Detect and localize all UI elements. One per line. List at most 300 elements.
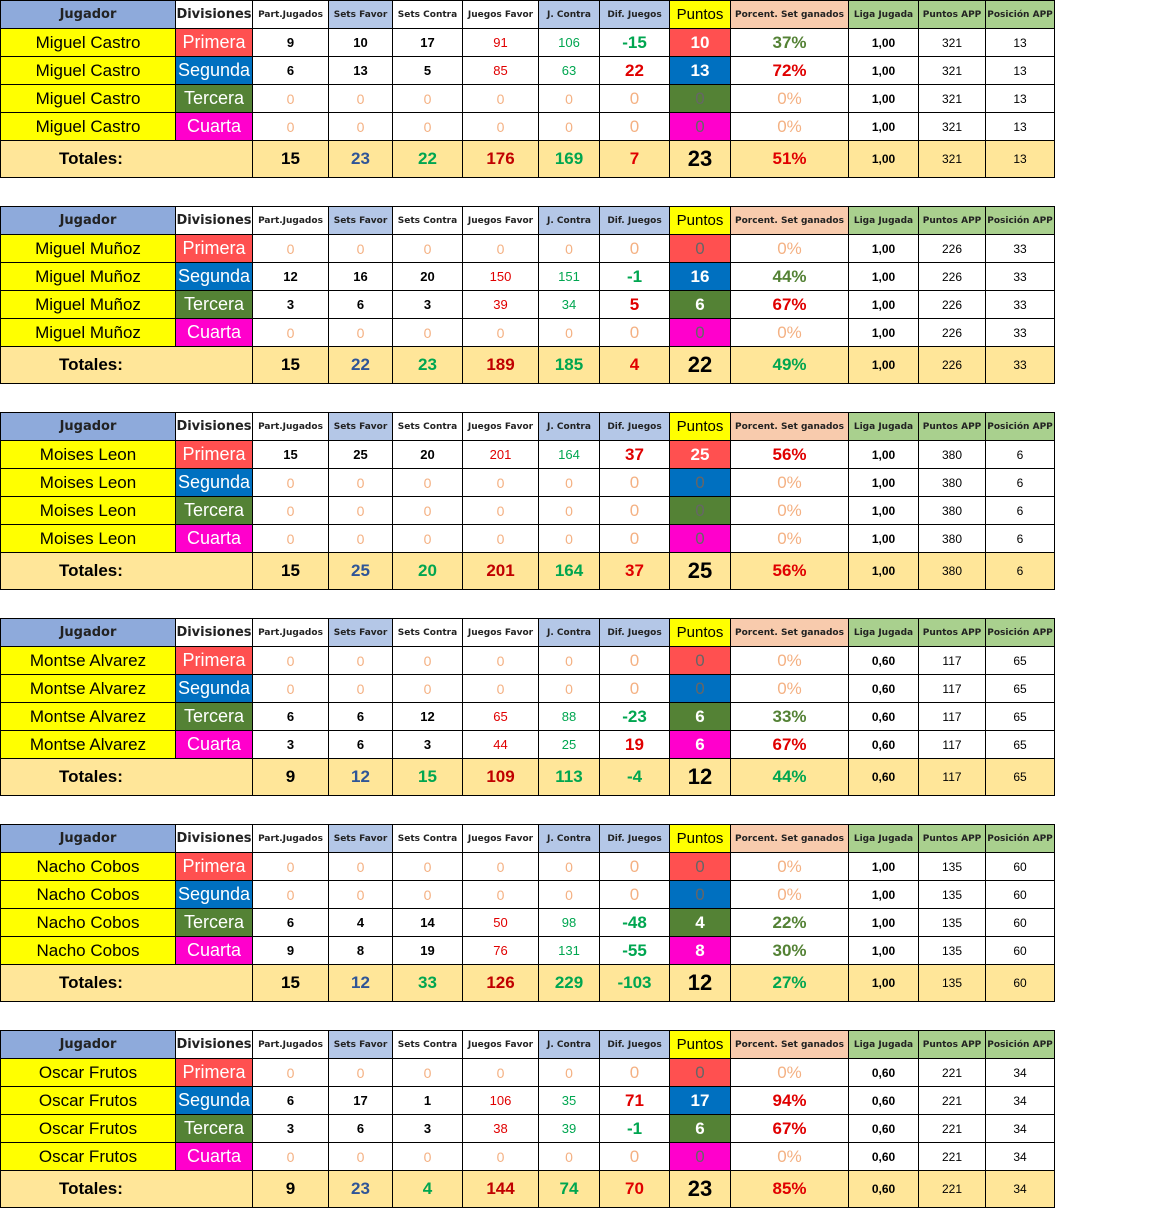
cell-part-jugados[interactable]: 3 — [253, 731, 329, 759]
cell-part-jugados[interactable]: 0 — [253, 881, 329, 909]
cell-posicion-app[interactable]: 6 — [986, 525, 1055, 553]
cell-division[interactable]: Cuarta — [176, 113, 253, 141]
total-liga-jugada[interactable]: 0,60 — [849, 759, 919, 796]
total-juegos-favor[interactable]: 126 — [463, 965, 539, 1002]
cell-puntos-app[interactable]: 321 — [919, 29, 986, 57]
cell-j-contra[interactable]: 164 — [539, 441, 600, 469]
cell-jugador[interactable]: Moises Leon — [1, 525, 176, 553]
cell-dif-juegos[interactable]: 0 — [600, 647, 670, 675]
cell-sets-contra[interactable]: 5 — [393, 57, 463, 85]
total-porcent[interactable]: 49% — [731, 347, 849, 384]
cell-j-contra[interactable]: 0 — [539, 85, 600, 113]
cell-porcent[interactable]: 56% — [731, 441, 849, 469]
cell-porcent[interactable]: 0% — [731, 497, 849, 525]
cell-sets-favor[interactable]: 6 — [329, 291, 393, 319]
cell-puntos-app[interactable]: 226 — [919, 319, 986, 347]
cell-division[interactable]: Tercera — [176, 1115, 253, 1143]
total-puntos[interactable]: 23 — [670, 141, 731, 178]
cell-sets-favor[interactable]: 6 — [329, 703, 393, 731]
total-liga-jugada[interactable]: 0,60 — [849, 1171, 919, 1208]
cell-porcent[interactable]: 0% — [731, 647, 849, 675]
total-juegos-favor[interactable]: 201 — [463, 553, 539, 590]
cell-sets-favor[interactable]: 0 — [329, 469, 393, 497]
cell-sets-favor[interactable]: 25 — [329, 441, 393, 469]
total-liga-jugada[interactable]: 1,00 — [849, 347, 919, 384]
cell-dif-juegos[interactable]: -55 — [600, 937, 670, 965]
cell-liga-jugada[interactable]: 1,00 — [849, 441, 919, 469]
cell-sets-contra[interactable]: 20 — [393, 441, 463, 469]
cell-sets-favor[interactable]: 4 — [329, 909, 393, 937]
cell-juegos-favor[interactable]: 0 — [463, 319, 539, 347]
cell-puntos[interactable]: 0 — [670, 1059, 731, 1087]
cell-sets-favor[interactable]: 10 — [329, 29, 393, 57]
cell-posicion-app[interactable]: 65 — [986, 703, 1055, 731]
cell-posicion-app[interactable]: 33 — [986, 263, 1055, 291]
cell-porcent[interactable]: 0% — [731, 1059, 849, 1087]
cell-sets-favor[interactable]: 0 — [329, 85, 393, 113]
cell-juegos-favor[interactable]: 106 — [463, 1087, 539, 1115]
cell-division[interactable]: Segunda — [176, 57, 253, 85]
cell-division[interactable]: Cuarta — [176, 319, 253, 347]
cell-part-jugados[interactable]: 0 — [253, 675, 329, 703]
total-dif-juegos[interactable]: 7 — [600, 141, 670, 178]
cell-porcent[interactable]: 22% — [731, 909, 849, 937]
cell-puntos[interactable]: 8 — [670, 937, 731, 965]
cell-part-jugados[interactable]: 12 — [253, 263, 329, 291]
cell-liga-jugada[interactable]: 0,60 — [849, 1087, 919, 1115]
total-sets-favor[interactable]: 23 — [329, 1171, 393, 1208]
cell-liga-jugada[interactable]: 1,00 — [849, 525, 919, 553]
total-sets-contra[interactable]: 22 — [393, 141, 463, 178]
cell-jugador[interactable]: Nacho Cobos — [1, 881, 176, 909]
cell-dif-juegos[interactable]: -1 — [600, 263, 670, 291]
cell-dif-juegos[interactable]: 0 — [600, 113, 670, 141]
cell-liga-jugada[interactable]: 1,00 — [849, 881, 919, 909]
total-j-contra[interactable]: 229 — [539, 965, 600, 1002]
cell-sets-contra[interactable]: 3 — [393, 291, 463, 319]
cell-porcent[interactable]: 0% — [731, 525, 849, 553]
cell-puntos-app[interactable]: 135 — [919, 881, 986, 909]
cell-liga-jugada[interactable]: 0,60 — [849, 675, 919, 703]
cell-part-jugados[interactable]: 3 — [253, 291, 329, 319]
total-liga-jugada[interactable]: 1,00 — [849, 965, 919, 1002]
cell-j-contra[interactable]: 0 — [539, 647, 600, 675]
cell-juegos-favor[interactable]: 0 — [463, 525, 539, 553]
cell-juegos-favor[interactable]: 0 — [463, 853, 539, 881]
cell-posicion-app[interactable]: 6 — [986, 441, 1055, 469]
total-puntos-app[interactable]: 321 — [919, 141, 986, 178]
cell-part-jugados[interactable]: 0 — [253, 85, 329, 113]
total-sets-contra[interactable]: 20 — [393, 553, 463, 590]
cell-posicion-app[interactable]: 60 — [986, 937, 1055, 965]
cell-sets-contra[interactable]: 0 — [393, 85, 463, 113]
cell-sets-contra[interactable]: 3 — [393, 731, 463, 759]
cell-posicion-app[interactable]: 6 — [986, 469, 1055, 497]
cell-juegos-favor[interactable]: 0 — [463, 497, 539, 525]
cell-division[interactable]: Primera — [176, 853, 253, 881]
cell-liga-jugada[interactable]: 1,00 — [849, 85, 919, 113]
cell-puntos-app[interactable]: 221 — [919, 1087, 986, 1115]
cell-dif-juegos[interactable]: 5 — [600, 291, 670, 319]
cell-porcent[interactable]: 30% — [731, 937, 849, 965]
cell-liga-jugada[interactable]: 1,00 — [849, 853, 919, 881]
cell-division[interactable]: Segunda — [176, 1087, 253, 1115]
cell-division[interactable]: Primera — [176, 441, 253, 469]
cell-posicion-app[interactable]: 33 — [986, 291, 1055, 319]
cell-sets-favor[interactable]: 16 — [329, 263, 393, 291]
cell-sets-contra[interactable]: 0 — [393, 113, 463, 141]
cell-division[interactable]: Primera — [176, 235, 253, 263]
total-sets-favor[interactable]: 12 — [329, 759, 393, 796]
cell-dif-juegos[interactable]: 0 — [600, 469, 670, 497]
cell-sets-favor[interactable]: 8 — [329, 937, 393, 965]
cell-sets-favor[interactable]: 0 — [329, 113, 393, 141]
cell-juegos-favor[interactable]: 0 — [463, 1143, 539, 1171]
cell-jugador[interactable]: Miguel Castro — [1, 29, 176, 57]
cell-part-jugados[interactable]: 6 — [253, 57, 329, 85]
cell-jugador[interactable]: Moises Leon — [1, 441, 176, 469]
cell-sets-favor[interactable]: 0 — [329, 235, 393, 263]
cell-posicion-app[interactable]: 13 — [986, 29, 1055, 57]
cell-liga-jugada[interactable]: 0,60 — [849, 703, 919, 731]
cell-j-contra[interactable]: 88 — [539, 703, 600, 731]
cell-puntos[interactable]: 0 — [670, 1143, 731, 1171]
cell-sets-contra[interactable]: 0 — [393, 1143, 463, 1171]
cell-dif-juegos[interactable]: 0 — [600, 235, 670, 263]
cell-puntos-app[interactable]: 226 — [919, 291, 986, 319]
cell-division[interactable]: Primera — [176, 29, 253, 57]
cell-j-contra[interactable]: 98 — [539, 909, 600, 937]
cell-posicion-app[interactable]: 60 — [986, 853, 1055, 881]
cell-sets-contra[interactable]: 3 — [393, 1115, 463, 1143]
total-juegos-favor[interactable]: 109 — [463, 759, 539, 796]
cell-jugador[interactable]: Oscar Frutos — [1, 1143, 176, 1171]
cell-sets-favor[interactable]: 0 — [329, 319, 393, 347]
cell-puntos-app[interactable]: 321 — [919, 85, 986, 113]
cell-porcent[interactable]: 67% — [731, 291, 849, 319]
cell-porcent[interactable]: 94% — [731, 1087, 849, 1115]
cell-jugador[interactable]: Miguel Muñoz — [1, 263, 176, 291]
cell-puntos[interactable]: 0 — [670, 113, 731, 141]
cell-puntos[interactable]: 13 — [670, 57, 731, 85]
cell-sets-contra[interactable]: 19 — [393, 937, 463, 965]
cell-puntos-app[interactable]: 117 — [919, 647, 986, 675]
cell-posicion-app[interactable]: 34 — [986, 1143, 1055, 1171]
cell-juegos-favor[interactable]: 39 — [463, 291, 539, 319]
cell-juegos-favor[interactable]: 0 — [463, 675, 539, 703]
cell-dif-juegos[interactable]: -48 — [600, 909, 670, 937]
cell-porcent[interactable]: 0% — [731, 235, 849, 263]
cell-jugador[interactable]: Miguel Muñoz — [1, 235, 176, 263]
cell-posicion-app[interactable]: 34 — [986, 1115, 1055, 1143]
cell-part-jugados[interactable]: 6 — [253, 703, 329, 731]
cell-part-jugados[interactable]: 0 — [253, 1059, 329, 1087]
cell-puntos-app[interactable]: 135 — [919, 853, 986, 881]
cell-puntos-app[interactable]: 226 — [919, 235, 986, 263]
cell-puntos[interactable]: 16 — [670, 263, 731, 291]
total-juegos-favor[interactable]: 176 — [463, 141, 539, 178]
cell-juegos-favor[interactable]: 150 — [463, 263, 539, 291]
cell-puntos-app[interactable]: 135 — [919, 937, 986, 965]
cell-puntos[interactable]: 25 — [670, 441, 731, 469]
cell-juegos-favor[interactable]: 0 — [463, 881, 539, 909]
total-sets-favor[interactable]: 23 — [329, 141, 393, 178]
cell-juegos-favor[interactable]: 0 — [463, 235, 539, 263]
total-sets-contra[interactable]: 33 — [393, 965, 463, 1002]
cell-puntos-app[interactable]: 321 — [919, 57, 986, 85]
cell-liga-jugada[interactable]: 1,00 — [849, 263, 919, 291]
cell-division[interactable]: Cuarta — [176, 937, 253, 965]
total-porcent[interactable]: 44% — [731, 759, 849, 796]
cell-jugador[interactable]: Miguel Muñoz — [1, 291, 176, 319]
cell-posicion-app[interactable]: 60 — [986, 909, 1055, 937]
cell-juegos-favor[interactable]: 0 — [463, 1059, 539, 1087]
total-sets-contra[interactable]: 23 — [393, 347, 463, 384]
cell-part-jugados[interactable]: 0 — [253, 853, 329, 881]
cell-sets-favor[interactable]: 0 — [329, 1143, 393, 1171]
total-puntos[interactable]: 12 — [670, 759, 731, 796]
cell-j-contra[interactable]: 35 — [539, 1087, 600, 1115]
cell-juegos-favor[interactable]: 50 — [463, 909, 539, 937]
cell-porcent[interactable]: 0% — [731, 881, 849, 909]
total-dif-juegos[interactable]: 70 — [600, 1171, 670, 1208]
cell-sets-contra[interactable]: 14 — [393, 909, 463, 937]
cell-puntos[interactable]: 6 — [670, 703, 731, 731]
cell-liga-jugada[interactable]: 1,00 — [849, 57, 919, 85]
cell-dif-juegos[interactable]: 0 — [600, 85, 670, 113]
cell-puntos[interactable]: 0 — [670, 85, 731, 113]
cell-porcent[interactable]: 0% — [731, 675, 849, 703]
cell-liga-jugada[interactable]: 1,00 — [849, 319, 919, 347]
cell-division[interactable]: Segunda — [176, 263, 253, 291]
total-puntos-app[interactable]: 221 — [919, 1171, 986, 1208]
cell-puntos-app[interactable]: 226 — [919, 263, 986, 291]
total-dif-juegos[interactable]: 37 — [600, 553, 670, 590]
total-liga-jugada[interactable]: 1,00 — [849, 553, 919, 590]
cell-sets-contra[interactable]: 17 — [393, 29, 463, 57]
cell-puntos[interactable]: 0 — [670, 469, 731, 497]
cell-division[interactable]: Tercera — [176, 85, 253, 113]
cell-puntos-app[interactable]: 380 — [919, 497, 986, 525]
cell-juegos-favor[interactable]: 85 — [463, 57, 539, 85]
cell-part-jugados[interactable]: 3 — [253, 1115, 329, 1143]
cell-posicion-app[interactable]: 13 — [986, 113, 1055, 141]
cell-puntos-app[interactable]: 221 — [919, 1143, 986, 1171]
cell-porcent[interactable]: 67% — [731, 1115, 849, 1143]
cell-posicion-app[interactable]: 34 — [986, 1059, 1055, 1087]
cell-sets-contra[interactable]: 0 — [393, 881, 463, 909]
total-part-jugados[interactable]: 15 — [253, 553, 329, 590]
cell-sets-contra[interactable]: 0 — [393, 319, 463, 347]
cell-jugador[interactable]: Nacho Cobos — [1, 853, 176, 881]
cell-puntos[interactable]: 0 — [670, 853, 731, 881]
cell-sets-contra[interactable]: 0 — [393, 1059, 463, 1087]
cell-puntos[interactable]: 0 — [670, 497, 731, 525]
cell-part-jugados[interactable]: 9 — [253, 937, 329, 965]
cell-puntos[interactable]: 0 — [670, 647, 731, 675]
cell-puntos-app[interactable]: 117 — [919, 731, 986, 759]
cell-jugador[interactable]: Montse Alvarez — [1, 675, 176, 703]
total-sets-contra[interactable]: 4 — [393, 1171, 463, 1208]
cell-puntos[interactable]: 0 — [670, 675, 731, 703]
cell-jugador[interactable]: Montse Alvarez — [1, 703, 176, 731]
cell-j-contra[interactable]: 0 — [539, 319, 600, 347]
cell-j-contra[interactable]: 0 — [539, 675, 600, 703]
cell-j-contra[interactable]: 0 — [539, 497, 600, 525]
total-sets-favor[interactable]: 25 — [329, 553, 393, 590]
cell-jugador[interactable]: Montse Alvarez — [1, 647, 176, 675]
cell-sets-contra[interactable]: 0 — [393, 675, 463, 703]
cell-sets-contra[interactable]: 0 — [393, 497, 463, 525]
cell-part-jugados[interactable]: 0 — [253, 235, 329, 263]
cell-dif-juegos[interactable]: 0 — [600, 1143, 670, 1171]
cell-dif-juegos[interactable]: 37 — [600, 441, 670, 469]
cell-dif-juegos[interactable]: 0 — [600, 675, 670, 703]
cell-j-contra[interactable]: 0 — [539, 1059, 600, 1087]
cell-part-jugados[interactable]: 0 — [253, 1143, 329, 1171]
total-liga-jugada[interactable]: 1,00 — [849, 141, 919, 178]
cell-liga-jugada[interactable]: 1,00 — [849, 113, 919, 141]
cell-juegos-favor[interactable]: 0 — [463, 469, 539, 497]
cell-puntos[interactable]: 0 — [670, 525, 731, 553]
cell-sets-favor[interactable]: 0 — [329, 497, 393, 525]
cell-liga-jugada[interactable]: 0,60 — [849, 1115, 919, 1143]
total-puntos[interactable]: 22 — [670, 347, 731, 384]
cell-porcent[interactable]: 72% — [731, 57, 849, 85]
total-porcent[interactable]: 56% — [731, 553, 849, 590]
total-j-contra[interactable]: 185 — [539, 347, 600, 384]
cell-division[interactable]: Tercera — [176, 909, 253, 937]
cell-puntos-app[interactable]: 221 — [919, 1059, 986, 1087]
cell-j-contra[interactable]: 0 — [539, 235, 600, 263]
cell-porcent[interactable]: 0% — [731, 469, 849, 497]
cell-posicion-app[interactable]: 60 — [986, 881, 1055, 909]
cell-liga-jugada[interactable]: 0,60 — [849, 647, 919, 675]
cell-division[interactable]: Cuarta — [176, 1143, 253, 1171]
cell-j-contra[interactable]: 34 — [539, 291, 600, 319]
cell-division[interactable]: Tercera — [176, 497, 253, 525]
cell-juegos-favor[interactable]: 91 — [463, 29, 539, 57]
cell-j-contra[interactable]: 39 — [539, 1115, 600, 1143]
total-puntos[interactable]: 12 — [670, 965, 731, 1002]
cell-porcent[interactable]: 37% — [731, 29, 849, 57]
cell-sets-favor[interactable]: 0 — [329, 1059, 393, 1087]
cell-dif-juegos[interactable]: 0 — [600, 881, 670, 909]
total-posicion-app[interactable]: 60 — [986, 965, 1055, 1002]
cell-puntos[interactable]: 6 — [670, 731, 731, 759]
cell-dif-juegos[interactable]: 71 — [600, 1087, 670, 1115]
cell-sets-contra[interactable]: 0 — [393, 469, 463, 497]
cell-jugador[interactable]: Moises Leon — [1, 497, 176, 525]
total-posicion-app[interactable]: 34 — [986, 1171, 1055, 1208]
cell-sets-favor[interactable]: 0 — [329, 675, 393, 703]
cell-j-contra[interactable]: 151 — [539, 263, 600, 291]
cell-division[interactable]: Cuarta — [176, 731, 253, 759]
cell-liga-jugada[interactable]: 1,00 — [849, 497, 919, 525]
cell-jugador[interactable]: Nacho Cobos — [1, 909, 176, 937]
cell-part-jugados[interactable]: 6 — [253, 909, 329, 937]
cell-division[interactable]: Cuarta — [176, 525, 253, 553]
cell-juegos-favor[interactable]: 44 — [463, 731, 539, 759]
cell-liga-jugada[interactable]: 1,00 — [849, 235, 919, 263]
total-porcent[interactable]: 27% — [731, 965, 849, 1002]
cell-dif-juegos[interactable]: -15 — [600, 29, 670, 57]
cell-j-contra[interactable]: 25 — [539, 731, 600, 759]
cell-part-jugados[interactable]: 15 — [253, 441, 329, 469]
cell-posicion-app[interactable]: 65 — [986, 647, 1055, 675]
cell-liga-jugada[interactable]: 1,00 — [849, 291, 919, 319]
total-j-contra[interactable]: 113 — [539, 759, 600, 796]
total-posicion-app[interactable]: 13 — [986, 141, 1055, 178]
cell-sets-contra[interactable]: 1 — [393, 1087, 463, 1115]
cell-puntos[interactable]: 6 — [670, 291, 731, 319]
cell-jugador[interactable]: Miguel Castro — [1, 57, 176, 85]
cell-sets-contra[interactable]: 0 — [393, 853, 463, 881]
cell-part-jugados[interactable]: 0 — [253, 497, 329, 525]
cell-sets-favor[interactable]: 6 — [329, 731, 393, 759]
total-puntos[interactable]: 25 — [670, 553, 731, 590]
total-dif-juegos[interactable]: -103 — [600, 965, 670, 1002]
cell-division[interactable]: Primera — [176, 647, 253, 675]
cell-dif-juegos[interactable]: 0 — [600, 525, 670, 553]
cell-j-contra[interactable]: 0 — [539, 469, 600, 497]
cell-j-contra[interactable]: 0 — [539, 113, 600, 141]
cell-porcent[interactable]: 0% — [731, 319, 849, 347]
cell-juegos-favor[interactable]: 38 — [463, 1115, 539, 1143]
cell-liga-jugada[interactable]: 0,60 — [849, 1143, 919, 1171]
cell-jugador[interactable]: Miguel Castro — [1, 113, 176, 141]
total-juegos-favor[interactable]: 189 — [463, 347, 539, 384]
total-part-jugados[interactable]: 15 — [253, 347, 329, 384]
cell-juegos-favor[interactable]: 76 — [463, 937, 539, 965]
cell-puntos[interactable]: 17 — [670, 1087, 731, 1115]
cell-juegos-favor[interactable]: 0 — [463, 85, 539, 113]
cell-division[interactable]: Segunda — [176, 675, 253, 703]
total-dif-juegos[interactable]: 4 — [600, 347, 670, 384]
total-posicion-app[interactable]: 33 — [986, 347, 1055, 384]
cell-j-contra[interactable]: 131 — [539, 937, 600, 965]
cell-jugador[interactable]: Oscar Frutos — [1, 1059, 176, 1087]
total-posicion-app[interactable]: 6 — [986, 553, 1055, 590]
cell-posicion-app[interactable]: 65 — [986, 675, 1055, 703]
cell-j-contra[interactable]: 0 — [539, 881, 600, 909]
total-puntos[interactable]: 23 — [670, 1171, 731, 1208]
cell-sets-favor[interactable]: 0 — [329, 881, 393, 909]
cell-porcent[interactable]: 44% — [731, 263, 849, 291]
cell-puntos[interactable]: 10 — [670, 29, 731, 57]
cell-sets-contra[interactable]: 20 — [393, 263, 463, 291]
cell-porcent[interactable]: 33% — [731, 703, 849, 731]
total-puntos-app[interactable]: 117 — [919, 759, 986, 796]
cell-dif-juegos[interactable]: 0 — [600, 319, 670, 347]
cell-dif-juegos[interactable]: 0 — [600, 853, 670, 881]
cell-puntos[interactable]: 0 — [670, 881, 731, 909]
cell-part-jugados[interactable]: 0 — [253, 647, 329, 675]
total-puntos-app[interactable]: 135 — [919, 965, 986, 1002]
cell-liga-jugada[interactable]: 1,00 — [849, 469, 919, 497]
cell-sets-favor[interactable]: 0 — [329, 853, 393, 881]
cell-dif-juegos[interactable]: 0 — [600, 497, 670, 525]
cell-j-contra[interactable]: 63 — [539, 57, 600, 85]
cell-j-contra[interactable]: 0 — [539, 853, 600, 881]
cell-posicion-app[interactable]: 33 — [986, 235, 1055, 263]
cell-jugador[interactable]: Nacho Cobos — [1, 937, 176, 965]
cell-porcent[interactable]: 0% — [731, 1143, 849, 1171]
cell-puntos-app[interactable]: 135 — [919, 909, 986, 937]
cell-sets-favor[interactable]: 17 — [329, 1087, 393, 1115]
cell-posicion-app[interactable]: 13 — [986, 85, 1055, 113]
cell-dif-juegos[interactable]: 19 — [600, 731, 670, 759]
